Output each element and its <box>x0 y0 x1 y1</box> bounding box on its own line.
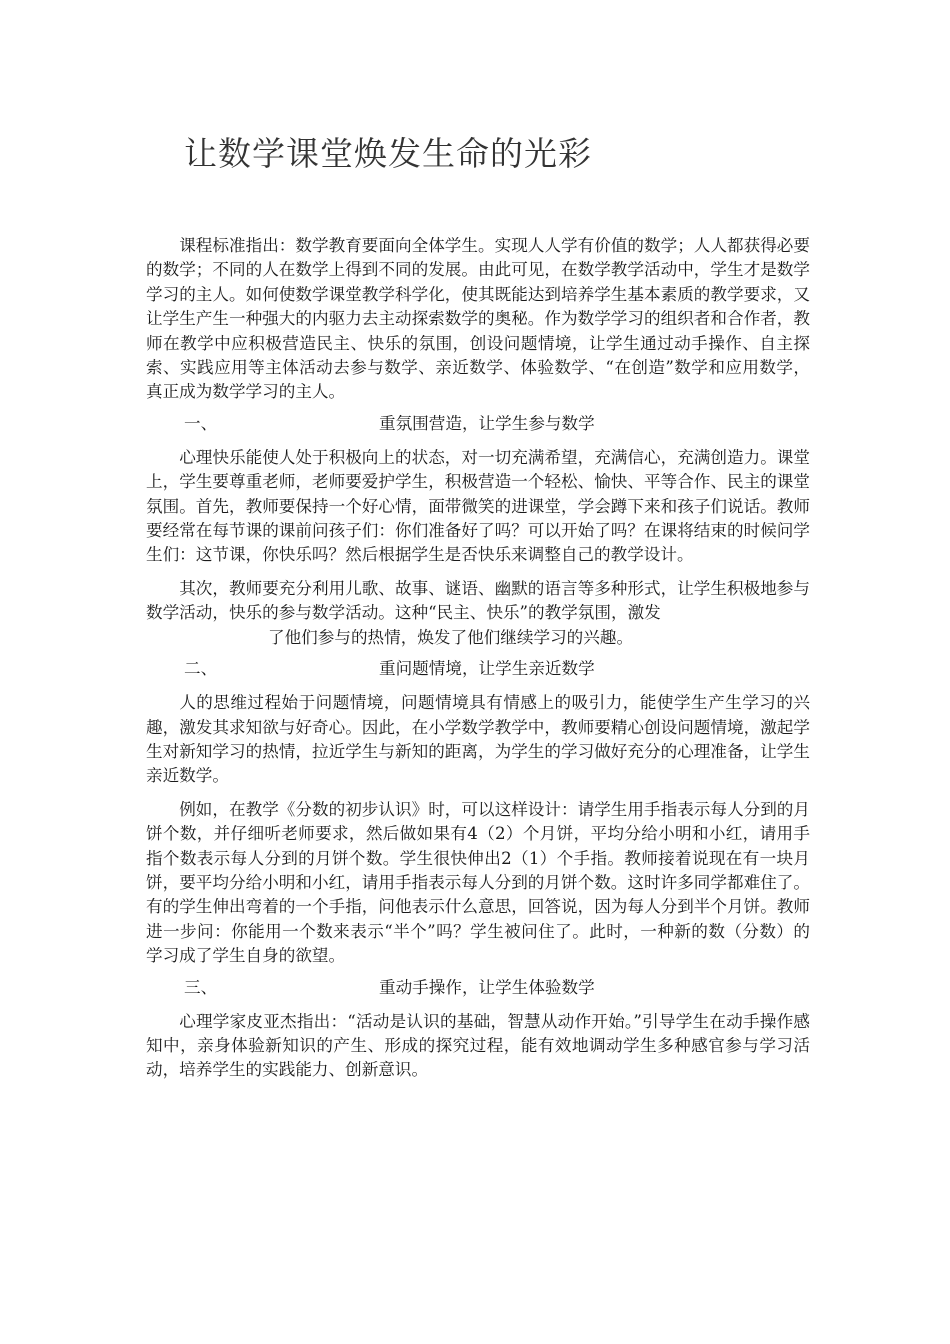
section-heading-3 <box>146 976 810 1000</box>
document-body <box>146 234 810 1083</box>
section-1-paragraph-2-tail: 了他们参与的热情，焕发了他们继续学习的兴趣。 <box>268 627 634 647</box>
intro-paragraph: 课程标准指出：数学教育要面向全体学生。实现人人学有价值的数学；人人都获得必要的数学；不同的人在数学上得到不同的发展。由此可见，在数学教学活动中，学生才是数学学习的主人。如何使数学课堂教学科学化，使其既能达到培养学生基本素质的教学要求，又让学生产生一种强大的内驱力去主动探索数学的奥秘。作为数学学习的组织者和合作者，教师在教学中应积极营造民主、快乐的氛围，创设问题情境，让学生通过动手操作、自主探索、实践应用等主体活动去参与数学、亲近数学、体验数学、“在创造”数学和应用数学，真正成为数学学习的主人。 <box>146 236 810 402</box>
section-title: 重问题情境，让学生亲近数学 <box>379 659 595 679</box>
section-1-paragraph-2: 其次，教师要充分利用儿歌、故事、谜语、幽默的语言等多种形式，让学生积极地参与数学活动，快乐的参与数学活动。这种“民主、快乐”的教学氛围，激发 <box>146 578 810 623</box>
section-number: 二、 <box>184 659 218 679</box>
section-2-paragraph-1: 人的思维过程始于问题情境，问题情境具有情感上的吸引力，能使学生产生学习的兴趣，激发其求知欲与好奇心。因此，在小学数学教学中，教师要精心创设问题情境，激起学生对新知学习的热情，拉近学生与新知的距离，为学生的学习做好充分的心理准备，让学生亲近数学。 <box>146 693 810 786</box>
section-2-paragraph-2: 例如，在教学《分数的初步认识》时，可以这样设计：请学生用手指表示每人分到的月饼个数，并仔细听老师要求，然后做如果有4（2）个月饼，平均分给小明和小红，请用手指个数表示每人分到的月饼个数。学生很快伸出2（1）个手指。教师接着说现在有一块月饼，要平均分给小明和小红，请用手指表示每人分到的月饼个数。这时许多同学都难住了。有的学生伸出弯着的一个手指，问他表示什么意思，回答说，因为每人分到半个月饼。教师进一步问：你能用一个数来表示“半个”吗？学生被问住了。此时，一种新的数（分数）的学习成了学生自身的欲望。 <box>146 799 810 966</box>
section-heading-2 <box>146 657 810 681</box>
section-title: 重动手操作，让学生体验数学 <box>379 977 595 997</box>
section-number: 一、 <box>184 413 218 433</box>
section-number: 三、 <box>184 977 218 997</box>
section-3-paragraph-1: 心理学家皮亚杰指出：“活动是认识的基础，智慧从动作开始。”引导学生在动手操作感知中，亲身体验新知识的产生、形成的探究过程，能有效地调动学生多种感官参与学习活动，培养学生的实践能力、创新意识。 <box>146 1011 810 1080</box>
section-heading-1 <box>146 412 810 436</box>
document-title: 让数学课堂焕发生命的光彩 <box>184 134 592 173</box>
section-1-paragraph-1: 心理快乐能使人处于积极向上的状态，对一切充满希望，充满信心，充满创造力。课堂上，学生要尊重老师，老师要爱护学生，积极营造一个轻松、愉快、平等合作、民主的课堂氛围。首先，教师要保持一个好心情，面带微笑的进课堂，学会蹲下来和孩子们说话。教师要经常在每节课的课前问孩子们：你们准备好了吗？可以开始了吗？在课将结束的时候问学生们：这节课，你快乐吗？然后根据学生是否快乐来调整自己的教学设计。 <box>146 447 810 565</box>
section-title: 重氛围营造，让学生参与数学 <box>379 413 595 433</box>
